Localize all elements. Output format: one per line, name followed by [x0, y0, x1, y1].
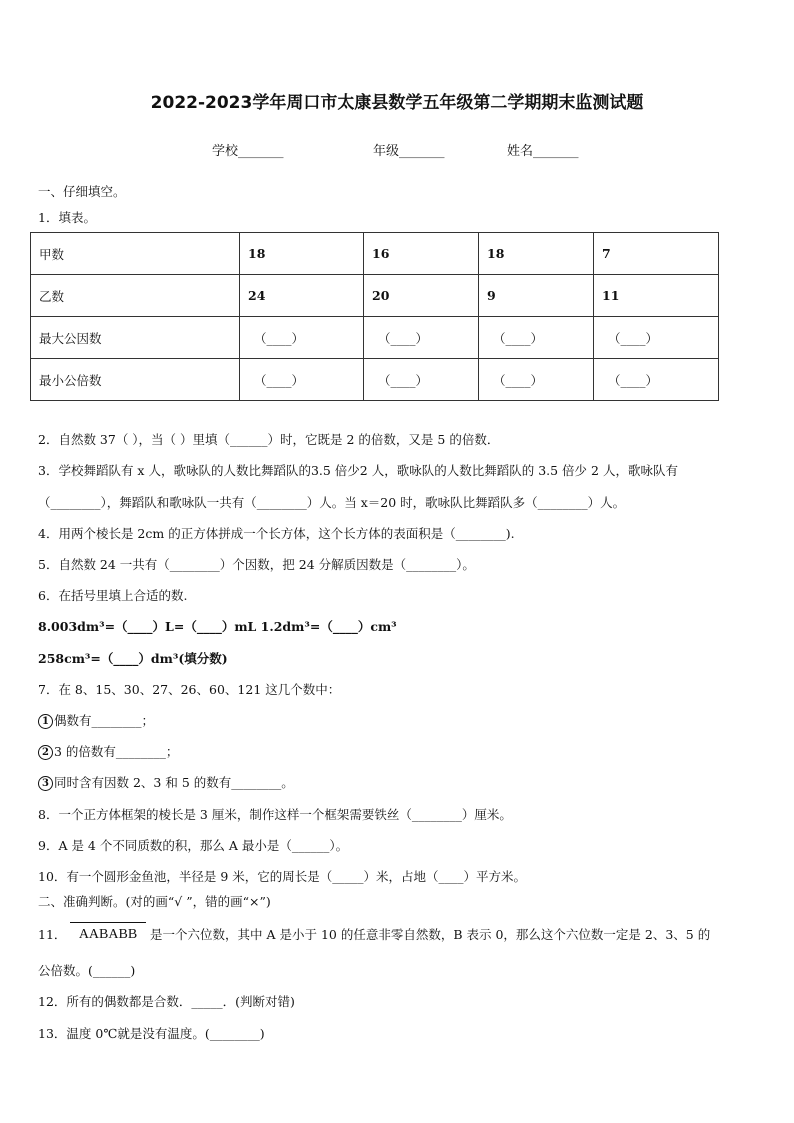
- circled-number-icon: 1: [38, 714, 53, 729]
- table-cell: 最大公因数: [31, 317, 240, 359]
- question-6-part-a: 8.003dm³=（____）L=（____）mL 1.2dm³=（____）cm³: [38, 619, 397, 634]
- question-2: 2．自然数 37（ ），当（ ）里填（______）时，它既是 2 的倍数，又是 5 的倍数．: [38, 432, 500, 447]
- table-cell: 24: [240, 275, 364, 317]
- question-3-continued: （________），舞蹈队和歌咏队一共有（________）人。当 x＝20 时，歌咏队比舞蹈队多（________）人。: [38, 495, 626, 510]
- section-2-heading: 二、准确判断。(对的画“√ ”，错的画“×”): [38, 894, 271, 909]
- answer-blank[interactable]: （____）: [594, 359, 719, 401]
- table-cell: 11: [594, 275, 719, 317]
- question-12: 12．所有的偶数都是合数．_____．(判断对错): [38, 994, 295, 1009]
- question-13: 13．温度 0℃就是没有温度。(________): [38, 1026, 265, 1041]
- table-cell: 20: [364, 275, 479, 317]
- table-row: [31, 359, 719, 401]
- question-3: 3．学校舞蹈队有 x 人，歌咏队的人数比舞蹈队的3.5 倍少2 人，歌咏队的人数比舞蹈队的 3.5 倍少 2 人，歌咏队有: [38, 463, 678, 478]
- table-cell: 最小公倍数: [31, 359, 240, 401]
- question-6-part-b: 258cm³=（____）dm³(填分数): [38, 651, 228, 666]
- grade-field[interactable]: 年级_______: [373, 144, 445, 159]
- page-title: 2022-2023学年周口市太康县数学五年级第二学期期末监测试题: [150, 93, 644, 113]
- name-field[interactable]: 姓名_______: [507, 144, 579, 159]
- circled-number-icon: 2: [38, 745, 53, 760]
- answer-blank[interactable]: （____）: [240, 359, 364, 401]
- answer-blank[interactable]: （____）: [364, 359, 479, 401]
- table-cell: 18: [479, 233, 594, 275]
- question-7-item-text: 同时含有因数 2、3 和 5 的数有________。: [54, 775, 294, 790]
- table-row: [31, 233, 719, 275]
- table-cell: 甲数: [31, 233, 240, 275]
- question-7: 7．在 8、15、30、27、26、60、121 这几个数中：: [38, 682, 341, 697]
- question-11-continued: 公倍数。(______): [38, 963, 136, 978]
- table-cell: 乙数: [31, 275, 240, 317]
- question-7-item-text: 3 的倍数有________；: [54, 744, 179, 759]
- answer-blank[interactable]: （____）: [364, 317, 479, 359]
- question-10: 10．有一个圆形金鱼池，半径是 9 米，它的周长是（_____）米，占地（____）平方米。: [38, 869, 527, 884]
- question-6: 6．在括号里填上合适的数.: [38, 588, 188, 603]
- question-7-item-text: 偶数有________；: [54, 713, 155, 728]
- section-1-heading: 一、仔细填空。: [38, 184, 126, 199]
- table-cell: 9: [479, 275, 594, 317]
- question-1-label: 1．填表。: [38, 210, 96, 225]
- question-9: 9．A 是 4 个不同质数的积，那么 A 最小是（______）。: [38, 838, 349, 853]
- answer-blank[interactable]: （____）: [594, 317, 719, 359]
- table-cell: 7: [594, 233, 719, 275]
- fill-table: [30, 232, 719, 401]
- question-7-item: [38, 711, 154, 729]
- question-11: 是一个六位数，其中 A 是小于 10 的任意非零自然数，B 表示 0，那么这个六位数一定是 2、3、5 的: [150, 927, 711, 942]
- answer-blank[interactable]: （____）: [479, 359, 594, 401]
- table-cell: 18: [240, 233, 364, 275]
- answer-blank[interactable]: （____）: [479, 317, 594, 359]
- answer-blank[interactable]: （____）: [240, 317, 364, 359]
- question-4: 4．用两个棱长是 2cm 的正方体拼成一个长方体，这个长方体的表面积是（________).: [38, 526, 515, 541]
- question-7-item: [38, 742, 178, 760]
- school-field[interactable]: 学校_______: [212, 144, 284, 159]
- overlined-number: AABABB: [70, 922, 146, 943]
- table-row: [31, 275, 719, 317]
- question-11-label: 11．: [38, 927, 67, 942]
- table-cell: 16: [364, 233, 479, 275]
- question-7-item: [38, 773, 294, 791]
- question-5: 5．自然数 24 一共有（________）个因数，把 24 分解质因数是（________）。: [38, 557, 475, 572]
- circled-number-icon: 3: [38, 776, 53, 791]
- question-8: 8．一个正方体框架的棱长是 3 厘米，制作这样一个框架需要铁丝（________）厘米。: [38, 807, 512, 822]
- table-row: [31, 317, 719, 359]
